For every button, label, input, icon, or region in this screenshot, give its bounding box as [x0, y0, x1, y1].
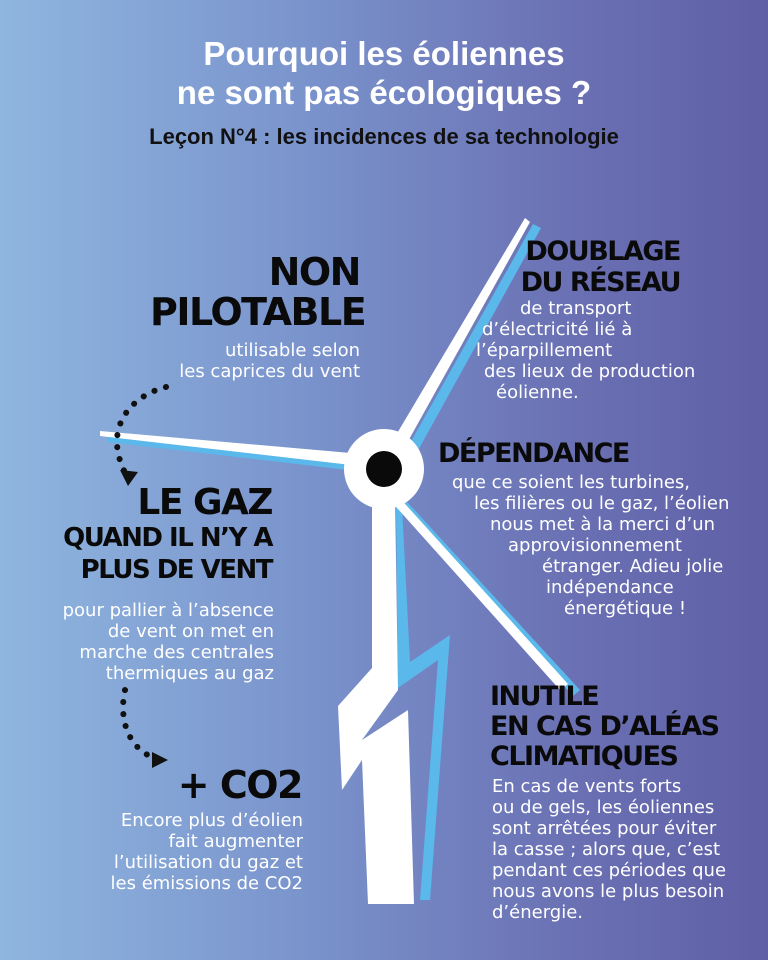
- inutile-heading-1: INUTILE: [490, 681, 599, 712]
- non-pilotable-section: [150, 250, 366, 334]
- dependance-heading: DÉPENDANCE: [438, 438, 629, 469]
- gaz-heading-3: PLUS DE VENT: [80, 555, 272, 585]
- text-line: les caprices du vent: [179, 361, 360, 382]
- text-line: que ce soient les turbines,: [452, 472, 691, 493]
- text-line: l’utilisation du gaz et: [113, 852, 303, 873]
- text-line: approvisionnement: [508, 535, 682, 556]
- text-line: de vent on met en: [107, 621, 274, 642]
- text-line: de transport: [520, 298, 632, 319]
- page-subtitle: Leçon N°4 : les incidences de sa technologie: [149, 124, 619, 149]
- co2-text: [60, 810, 303, 894]
- dotted-arrow-icon: [117, 387, 166, 478]
- text-line: d’énergie.: [492, 902, 584, 923]
- text-line: les émissions de CO2: [110, 873, 303, 894]
- dependance-text: [446, 472, 736, 619]
- doublage-heading-2: DU RÉSEAU: [520, 267, 680, 298]
- text-line: nous avons le plus besoin: [492, 881, 725, 902]
- gaz-section: [40, 484, 272, 586]
- inutile-section: [490, 682, 750, 772]
- title-line-2: ne sont pas écologiques ?: [176, 74, 592, 111]
- text-line: d’électricité lié à: [482, 319, 633, 340]
- text-line: fait augmenter: [168, 831, 303, 852]
- text-line: éolienne.: [496, 382, 579, 403]
- doublage-section: [500, 236, 680, 298]
- non-pilotable-heading-2: PILOTABLE: [150, 290, 366, 334]
- text-line: énergétique !: [564, 598, 687, 619]
- text-line: étranger. Adieu jolie: [542, 556, 724, 577]
- inutile-text: [492, 776, 762, 923]
- inutile-heading-3: CLIMATIQUES: [490, 741, 678, 772]
- text-line: la casse ; alors que, c’est: [492, 839, 721, 860]
- non-pilotable-heading-1: NON: [268, 250, 360, 294]
- text-line: En cas de vents forts: [492, 776, 682, 797]
- text-line: des lieux de production: [484, 361, 696, 382]
- text-line: sont arrêtées pour éviter: [492, 818, 717, 839]
- text-line: ou de gels, les éoliennes: [492, 797, 715, 818]
- text-line: pendant ces périodes que: [492, 860, 727, 881]
- text-line: l’éparpillement: [476, 340, 613, 361]
- gaz-text: [20, 600, 274, 684]
- text-line: nous met à la merci d’un: [490, 514, 716, 535]
- doublage-text: [470, 298, 730, 403]
- text-line: pour pallier à l’absence: [62, 600, 274, 621]
- title-line-1: Pourquoi les éoliennes: [203, 35, 565, 72]
- text-line: marche des centrales: [79, 642, 274, 663]
- non-pilotable-text: [120, 340, 360, 382]
- inutile-heading-2: EN CAS D’ALÉAS: [490, 711, 719, 742]
- co2-heading: + CO2: [177, 763, 302, 807]
- text-line: les filières ou le gaz, l’éolien: [474, 493, 730, 514]
- doublage-heading-1: DOUBLAGE: [525, 236, 680, 267]
- text-line: indépendance: [546, 577, 674, 598]
- gaz-heading-1: LE GAZ: [137, 482, 272, 523]
- text-line: Encore plus d’éolien: [120, 810, 303, 831]
- gaz-heading-2: QUAND IL N’Y A: [63, 523, 272, 553]
- text-line: thermiques au gaz: [105, 663, 274, 684]
- dotted-arrow-icon: [123, 690, 160, 760]
- text-line: utilisable selon: [225, 340, 360, 361]
